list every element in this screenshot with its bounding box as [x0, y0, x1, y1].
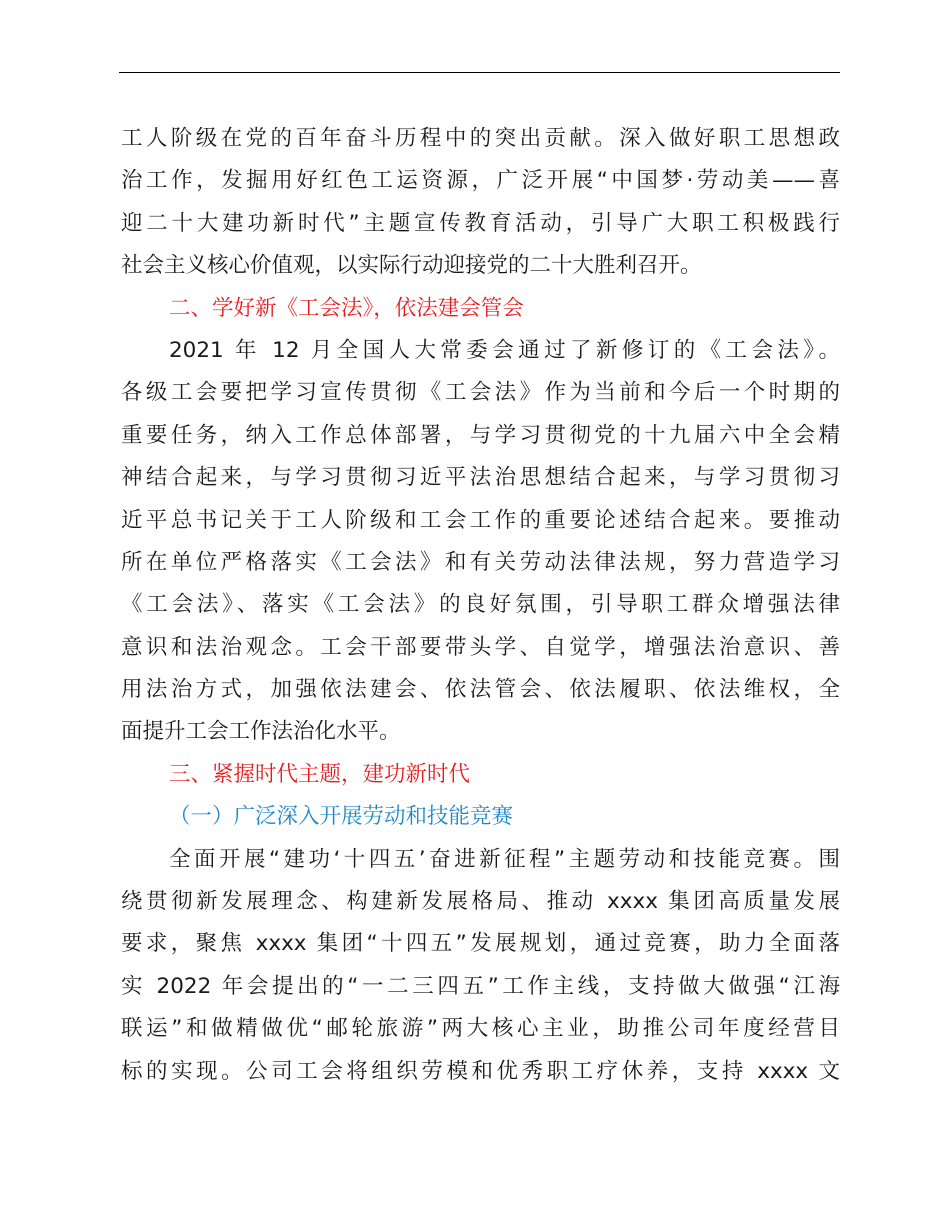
text-line: 近平总书记关于工人阶级和工会工作的重要论述结合起来。要推动 — [121, 507, 840, 533]
text-line: 神结合起来，与学习贯彻习近平法治思想结合起来，与学习贯彻习 — [121, 465, 840, 491]
text-line: 迎二十大建功新时代”主题宣传教育活动，引导广大职工积极践行 — [121, 210, 840, 236]
text-line: 2021 年 12 月全国人大常委会通过了新修订的《工会法》。 — [169, 337, 840, 363]
header-rule — [119, 72, 840, 73]
text-line: 联运”和做精做优“邮轮旅游”两大核心主业，助推公司年度经营目 — [121, 1016, 840, 1042]
document-body — [121, 118, 840, 1093]
text-line: 意识和法治观念。工会干部要带头学、自觉学，增强法治意识、善 — [121, 634, 840, 660]
paragraph-1 — [121, 118, 840, 288]
paragraph-2 — [121, 330, 840, 754]
text-line: 工人阶级在党的百年奋斗历程中的突出贡献。深入做好职工思想政 — [121, 126, 840, 151]
text-line: 各级工会要把学习宣传贯彻《工会法》作为当前和今后一个时期的 — [121, 380, 840, 406]
text-line: 所在单位严格落实《工会法》和有关劳动法律法规，努力营造学习 — [121, 549, 840, 575]
text-line: 社会主义核心价值观，以实际行动迎接党的二十大胜利召开。 — [121, 253, 702, 279]
text-line: 《工会法》、落实《工会法》的良好氛围，引导职工群众增强法律 — [121, 592, 840, 618]
text-line: 要求，聚焦 xxxx 集团“十四五”发展规划，通过竞赛，助力全面落 — [121, 931, 840, 957]
text-line: 面提升工会工作法治化水平。 — [121, 719, 401, 745]
text-line: 全面开展“建功‘十四五’奋进新征程”主题劳动和技能竞赛。围 — [169, 846, 840, 872]
text-line: 治工作，发掘用好红色工运资源，广泛开展“中国梦·劳动美——喜 — [121, 168, 840, 194]
subsection-heading-3-1: （一）广泛深入开展劳动和技能竞赛 — [169, 804, 514, 830]
paragraph-3 — [121, 839, 840, 1093]
text-line: 用法治方式，加强依法建会、依法管会、依法履职、依法维权，全 — [121, 677, 840, 703]
text-line: 实 2022 年会提出的“一二三四五”工作主线，支持做大做强“江海 — [121, 973, 840, 999]
text-line: 标的实现。公司工会将组织劳模和优秀职工疗休养，支持 xxxx 文 — [121, 1058, 840, 1084]
text-line: 重要任务，纳入工作总体部署，与学习贯彻党的十九届六中全会精 — [121, 422, 840, 448]
section-heading-2: 二、学好新《工会法》，依法建会管会 — [169, 295, 524, 321]
text-line: 绕贯彻新发展理念、构建新发展格局、推动 xxxx 集团高质量发展 — [121, 889, 840, 915]
section-heading-3: 三、紧握时代主题，建功新时代 — [169, 761, 471, 787]
